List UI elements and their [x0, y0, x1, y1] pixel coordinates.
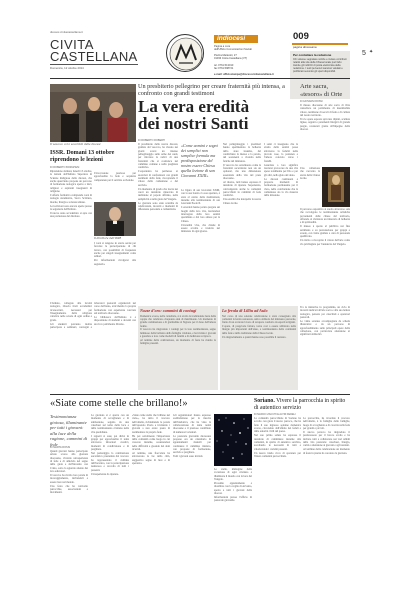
- issr-column-1: Riprendono domani, lunedì 13 ottobre, le lezioni dell'Istituto Superiore di Scienze Religiose della diocesi, che anche quest'anno propone un percorso di formazione teologica aperto a laici, religiosi e aspiranti insegnanti di religione. L'offerta formativa comprende corsi di teologia sistematica, Sacra Scrittura, morale, liturgia e scienze umane. Le iscrizioni sono ancora aperte presso la segreteria dell'Istituto. Il nuovo anno accademico si apre con una prolusione del direttore.: [50, 170, 92, 219]
- office-address: Pagina a cura dell'Ufficio Comunicazioni Sociali Piazza Matteotti, 27 01033 Civita Castellana (VT) tel. 0761.513010 fax 0761.598721 e-mail: ufficiostampa@diocesi.civitacastellana.it: [214, 45, 274, 76]
- issue-date: Domenica, 12 ottobre 2014: [50, 66, 84, 70]
- soriano-column-1: La comunità parrocchiale di Soriano ha accolto con gioia il nuovo parroco, che ha fatto il suo ingresso solenne domenica scorsa, circondato dall'affetto dei fedeli e dalle autorità civili del paese. Nel suo primo saluto ha espresso il desiderio di camminare insieme alla comunità, in spirito di autentico servizio, ascoltando le necessità di tutti e valorizzando i carismi presenti. Un nuovo inizio ricco di speranza per l'intera comunità parrocchiale.: [254, 417, 301, 458]
- stelle-column-1: La giornata si è aperta con un momento di accoglienza e di animazione, seguito da una catechesi sul tema della luce e della testimonianza cristiana nella vita quotidiana. I ragazzi si sono poi divisi in gruppi per approfondire il tema attraverso laboratori creativi, momenti di condivisione e di preghiera. Nel pomeriggio la celebrazione eucaristica presieduta dal vescovo ha rappresentato il culmine dell'incontro, con la partecipazione numerosa e raccolta di tutti i presenti. Un'esperienza da ripetere.: [91, 414, 129, 476]
- ferula-body: Nel corso di una solenne celebrazione è stata consegnata alla comunità la ferula restaurata, antico simbolo del ministero pastorale, frutto di un accurato lavoro di recupero condotto da esperti artigiani. L'opera, di pregevole fattura, torna così a essere utilizzata nelle liturgie più importanti dell'anno, a testimonianza della continuità della fede e della tradizione della Chiesa locale. Un ringraziamento a quanti hanno reso possibile il restauro.: [222, 314, 296, 339]
- brand-label: indiocesi: [217, 35, 246, 42]
- soriano-column-2: La parrocchia, ha ricordato il vescovo nell'omelia, è la famiglia delle famiglie, luogo di accoglienza e di crescita nella fede per grandi e piccoli. Il nuovo parroco ha ringraziato il predecessore per il lavoro svolto e ha invitato tutti a collaborare nei vari ambiti della vita pastorale: catechesi, liturgia, carità e attenzione ai giovani e agli anziani. Al termine della celebrazione un momento di festa in piazza ha coronato la giornata.: [303, 417, 350, 455]
- page-number: 009: [293, 31, 309, 42]
- lead-headline-line1: La vera eredità: [138, 97, 250, 116]
- stelle-column-0: Quanti giovani hanno partecipato sabato scorso alla giornata diocesana, vivendo un'esperienza di fede e di amicizia nel segno della gioia e dell'incontro con Cristo, sotto lo sguardo attento dei loro educatori. Il vescovo ha rivolto loro parole di incoraggiamento, invitandoli a essere luce nel mondo. Una festa che ha coinvolto parrocchie, associazioni e movimenti.: [50, 450, 88, 495]
- issr-photo: [94, 202, 136, 236]
- soriano-byline: DI MARCO ZACCHI E ALTRI FEDELI: [254, 413, 296, 416]
- issr-photo-caption: Il direttore dell'ISSR: [94, 237, 122, 240]
- arte-headline: Arte sacra, «tesoro» di Orte: [300, 83, 343, 98]
- masthead-title-line2: CASTELLANA: [50, 49, 138, 64]
- lead-column-2: La figura di san Giovanni XXIII, con la sua bontà e la sua apertura, è stata al centro delle meditazioni, insieme alla testimonianza di san Giovanni Paolo II. I sacerdoti hanno potuto pregare sui luoghi della loro vita, lasciandosi interrogare dalla loro santità quotidiana e dal loro amore per la Chiesa. Un'eredità viva, che chiede di essere accolta e tradotta nel ministero di ogni giorno.: [181, 189, 220, 234]
- issr-column-2: Un'occasione preziosa per approfondire la fede e acquisire competenze per il servizio ecclesiale.: [94, 172, 136, 182]
- arte-column-2: Una collezione che racconta la storia della Chiesa locale.: [300, 167, 320, 181]
- issr-byline: DI ROBERTO BORGHESI: [50, 166, 80, 169]
- lead-photo: [50, 84, 136, 142]
- lead-kicker: Un presbiterio pellegrino per creare fraternità più intensa, a confronto con grandi testimoni: [138, 83, 285, 97]
- diocesan-logo: [166, 34, 204, 72]
- lead-pullquote: «Come uomini e sogni dei semplici non semplice formula ma predisposizione del nostro essere Chiesa quella lezione di san Giovanni XXIII»: [181, 143, 218, 178]
- soriano-headline: Soriano. Vivere la parrocchia in spirito di autentico servizio: [254, 398, 346, 411]
- contact-box-text: Chi volesse segnalare notizie e inviare contributi relativi alla vita della Chiesa locale può farlo tramite gli indirizzi di posta elettronica della redazione. I testi pervenuti saranno valutati e pubblicati secondo gli spazi disponibili.: [293, 58, 347, 74]
- stelle-headline: «Siate come stelle che brillano!»: [50, 398, 188, 409]
- stelle-column-4: Le stelle, immagine della vocazione di ogni cristiano a illuminare il mondo con la luce del Vangelo. Prossimo appuntamento a dicembre con la veglia di Avvento, aperta a tutti i giovani della diocesi. Informazioni presso l'ufficio di pastorale giovanile.: [214, 468, 252, 503]
- section-tag: pagina diocesana: [293, 45, 317, 49]
- stelle-photo: [214, 414, 252, 466]
- stelle-byline: DI MARTA ROSSI: [50, 446, 71, 449]
- ferula-box: [220, 306, 298, 390]
- nozze-headline: Nozze d'oro: cammini di coniugi: [140, 308, 197, 313]
- corner-star-icon: ✦: [369, 49, 374, 55]
- lead-byline: DI ROBERTO ROBERTI: [138, 139, 166, 142]
- site-url[interactable]: diocesi.civitacastellana.it: [50, 30, 83, 34]
- lead-photo-caption: Il vescovo con i sacerdoti della diocesi: [50, 143, 101, 146]
- contact-box-title: Per contattare la redazione: [293, 53, 332, 57]
- arte-photo: [322, 167, 350, 207]
- lead-column-4: I santi ci insegnano che la strada della santità passa attraverso la fedeltà nelle piccole cose, la pazienza e l'amore concreto verso i fratelli. Guardare a loro significa lasciarsi provocare da una vita spesa totalmente per Dio e per gli altri, nella gioia del dono. La diocesi continuerà a proporre momenti di formazione permanente per il clero, nella convinzione che la comunione sia la via maestra della missione.: [264, 143, 298, 198]
- stelle-column-3: Gli organizzatori hanno espresso soddisfazione per la riuscita dell'iniziativa, che ha visto la collaborazione di tante realtà diocesane e il prezioso contributo di numerosi volontari. La pastorale giovanile diocesana propone ora un calendario di appuntamenti mensili per continuare il cammino iniziato, con proposte di formazione, servizio e preghiera. Tutti i giovani sono invitati.: [173, 414, 211, 459]
- nozze-box: [138, 306, 218, 390]
- nozze-body: Domenica scorsa, nella cattedrale, si è svolta la tradizionale festa delle coppie che celebrano cinquanta anni di matrimonio. Un momento di grande commozione e di gratitudine al Signore per il dono dell'amore fedele. Il vescovo ha ringraziato i coniugi per la loro testimonianza, segno luminoso della bellezza della famiglia cristiana, e ha invitato i giovani a guardare a loro come modelli di fedeltà e di dedizione reciproca. Al termine della celebrazione, un momento di festa ha riunito le famiglie presenti.: [140, 314, 216, 346]
- issr-column-lower: L'Istituto, collegato alla facoltà teologica, rilascia titoli accademici riconosciuti, necessari per l'insegnamento della religione cattolica nelle scuole di ogni ordine e grado. Gli studenti potranno inoltre partecipare a seminari, convegni e laboratori pastorali organizzati nel corso dell'anno, arricchendo la propria formazione con esperienze concrete sul territorio diocesano. La biblioteca dell'Istituto è a disposizione di studenti e docenti con un ricco patrimonio librario.: [50, 302, 136, 329]
- issr-headline: ISSR. Domani 13 ottobre riprendono le lezioni: [50, 150, 115, 163]
- masthead-title-line1: CIVITA: [50, 37, 94, 52]
- corner-mark-5: 5: [362, 50, 366, 57]
- arte-byline: DI GIOVANNI ROSSI: [300, 100, 323, 103]
- ferula-headline: La ferula di Lilliu ad Aulo: [222, 308, 268, 313]
- arte-column-3: Il percorso espositivo si snoda attraverso sale che raccolgono le testimonianze artistiche provenienti dalle chiese del territorio, offrendo al visitatore un itinerario di bellezza e di spiritualità. Il museo è aperto al pubblico nei fine settimana e su prenotazione per gruppi e scuole, con visite guidate a cura di personale qualificato. Un invito a riscoprire il valore dell'arte come via privilegiata per l'annuncio del Vangelo.: [300, 208, 350, 246]
- lead-column-3: Nel pellegrinaggio i presbiteri hanno sperimentato la bellezza dello stare insieme, del condividere la mensa e la parola, del sostenersi a vicenda nelle fatiche del ministero. Il vescovo ha sottolineato come la fraternità sacerdotale non sia un optional, ma una dimensione essenziale della vita del prete diocesano. Al ritorno, tutti hanno espresso il desiderio di ripetere l'esperienza, coinvolgendo anche le comunità parrocchiali in cammini di fede condivisi. Una eredità che interpella la nostra Chiesa locale.: [223, 143, 261, 205]
- lead-column-1: Il presbiterio della nostra diocesi, guidato dal vescovo, ha vissuto nei giorni scorsi un intenso pellegrinaggio sulle orme dei santi, per ritrovare le radici di una fraternità che si costruisce nel cammino comune e nella preghiera condivisa. L'esperienza ha permesso ai sacerdoti di confrontarsi con grandi testimoni della fede, riscoprendo il valore della comunione e del servizio. Un momento di grazia che lascia nei cuori un desiderio rinnovato di dedizione al popolo affidato, nella semplicità e nella gioia del Vangelo. Le giornate sono state scandite da celebrazioni, incontri e momenti di riflessione personale e comunitaria.: [138, 143, 178, 212]
- lead-headline-line2: dei nostri Santi: [138, 114, 249, 133]
- right-column-continued: Tra le iniziative in programma, un ciclo di incontri dedicati all'arte sacra e alla sua lettura teologica, pensato per catechisti e operatori pastorali. Le visite saranno accompagnate da schede illustrative e da un percorso di approfondimento sulle principali opere della collezione, con particolare attenzione ai significati simbolici.: [300, 306, 350, 337]
- stelle-column-2: «Siate come stelle che brillano nel cielo», ha detto il vescovo nell'omelia, richiamando le parole dell'apostolo Paolo e invitando i giovani a non avere paura di testimoniare la propria fede. Ha poi sottolineato l'importanza della comunità come luogo in cui crescere insieme, sostenendosi nelle difficoltà e gioendo dei doni ricevuti. Al termine, una fiaccolata ha attraversato le vie della città, suggestivo segno di luce e di speranza.: [132, 414, 170, 465]
- issr-column-3: I corsi si tengono in orario serale per favorire la partecipazione di chi lavora, con possibilità di frequenza anche per singoli insegnamenti come uditori. Per informazioni rivolgersi alla segreteria.: [94, 242, 136, 266]
- arte-column: Il museo diocesano di arte sacra di Orte custodisce un patrimonio di inestimabile valore, testimone di secoli di fede e di cultura del nostro territorio. Tra le opere esposte spiccano dipinti, sculture lignee, argenti e paramenti liturgici di grande pregio, restaurati grazie all'impegno della diocesi.: [300, 104, 350, 131]
- diocese-emblem-icon: [167, 35, 205, 73]
- stelle-intro: Testimonianza gioiosa, illuminante per tutti i giovani: alla luce della ragione, cammini di fede: [50, 414, 88, 447]
